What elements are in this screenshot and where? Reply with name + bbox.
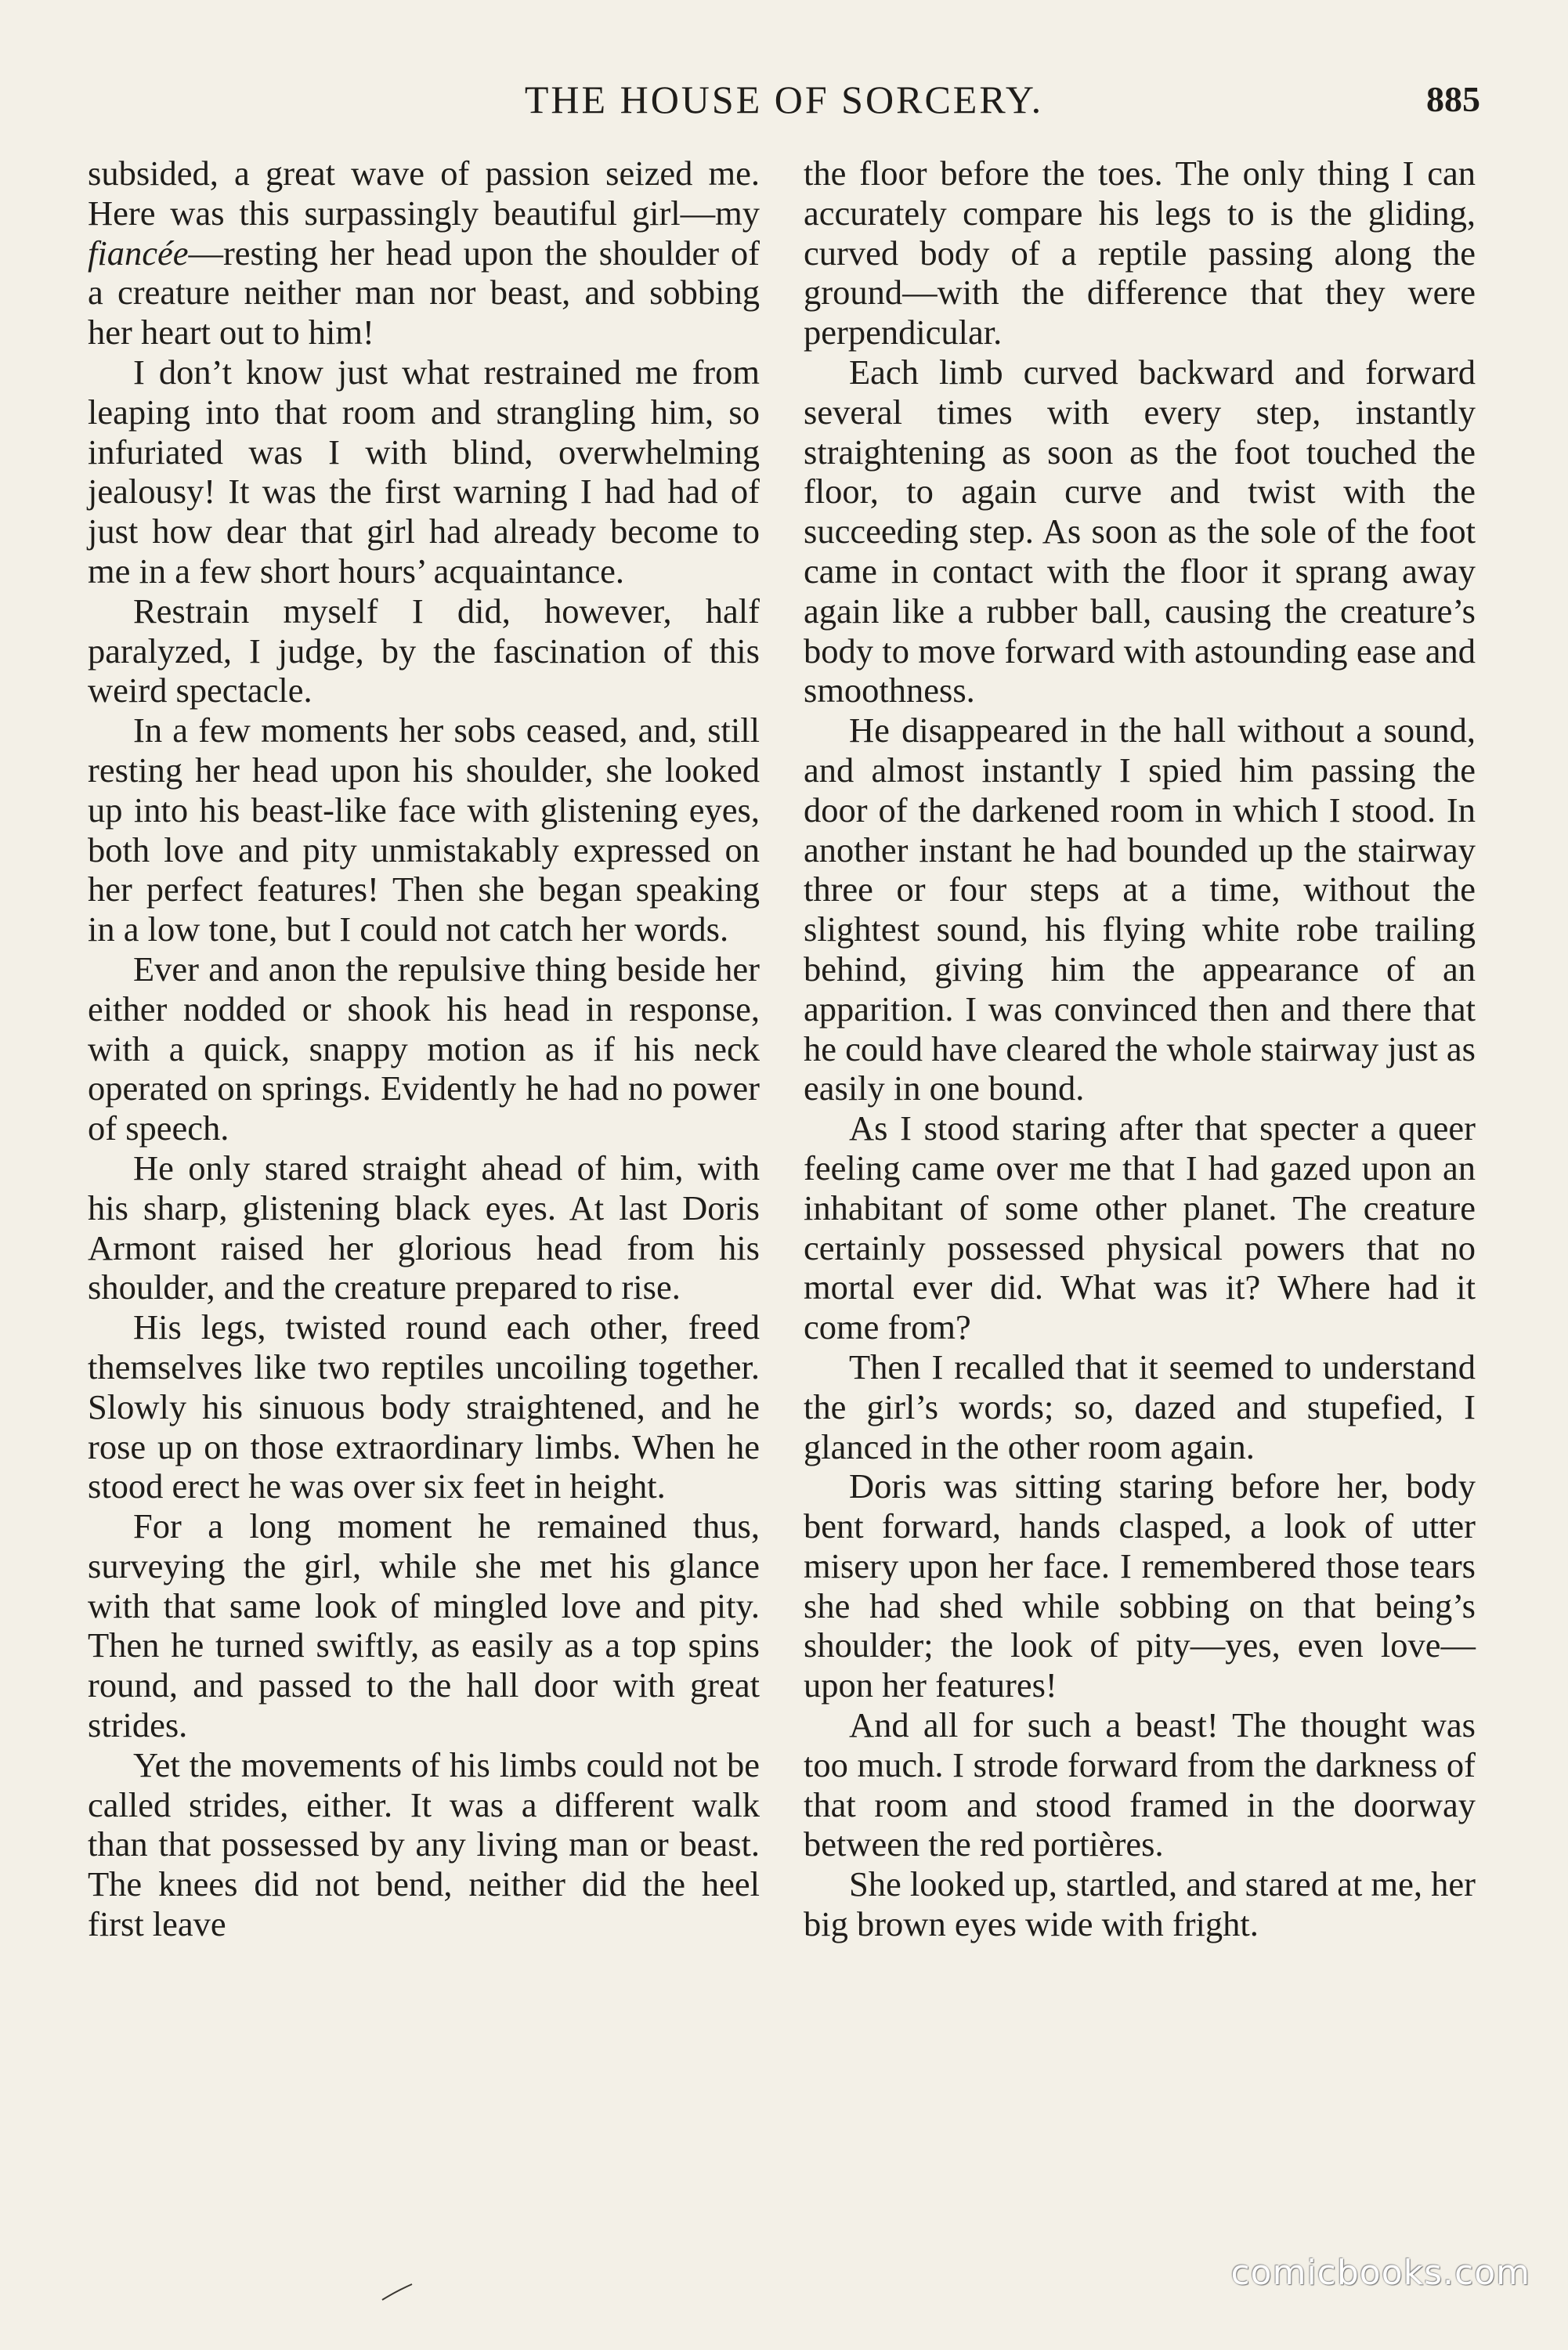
paragraph: Yet the movements of his limbs could not be called strides, either. It was a different walk than that possessed by any living man or beast. The knees did not bend, neither did the heel first leave xyxy=(88,1744,760,1944)
page-number: 885 xyxy=(1426,79,1480,119)
paragraph: He only stared straight ahead of him, with his sharp, glistening black eyes. At last Doris Armont raised her glorious head from his shoulder, and the creature prepared to rise. xyxy=(88,1148,760,1307)
paragraph-text: —resting her head upon the shoulder of a creature neither man nor beast, and sobbing her heart out to him! xyxy=(88,233,760,352)
paragraph: As I stood staring after that specter a queer feeling came over me that I had gazed upon an inhabitant of some other planet. The creature certainly possessed physical powers that no mortal ever did. What was it? Where had it come from? xyxy=(804,1108,1476,1347)
paragraph: In a few moments her sobs ceased, and, still resting her head upon his shoulder, she looked up into his beast-like face with glistening eyes, both love and pity unmistakably expressed on her perfect features! Then she began speaking in a low tone, but I could not catch her words. xyxy=(88,710,760,949)
paragraph-text: subsided, a great wave of passion seized me. Here was this surpassingly beautiful girl—my xyxy=(88,154,760,233)
running-title: THE HOUSE OF SORCERY. xyxy=(524,78,1044,121)
left-column xyxy=(88,154,760,1944)
page-header xyxy=(0,72,1568,127)
paragraph: the floor before the toes. The only thing I can accurately compare his legs to is the gliding, curved body of a reptile passing along the ground—with the difference that they were perpendicular. xyxy=(804,154,1476,352)
paragraph: Then I recalled that it seemed to understand the girl’s words; so, dazed and stupefied, I glanced in the other room again. xyxy=(804,1347,1476,1466)
right-column xyxy=(804,154,1476,1944)
paragraph: Doris was sitting staring before her, body bent forward, hands clasped, a look of utter misery upon her face. I remembered those tears she had shed while sobbing on that being’s shoulder; the look of pity—yes, even love—upon her features! xyxy=(804,1466,1476,1705)
paragraph: Restrain myself I did, however, half paralyzed, I judge, by the fascination of this weird spectacle. xyxy=(88,591,760,710)
watermark: comicbooks.com xyxy=(1230,2253,1530,2293)
paragraph: And all for such a beast! The thought was too much. I strode forward from the darkness of that room and stood framed in the doorway between the red portières. xyxy=(804,1705,1476,1864)
stray-pen-mark xyxy=(381,2281,414,2303)
paragraph: She looked up, startled, and stared at me, her big brown eyes wide with fright. xyxy=(804,1864,1476,1944)
paragraph: His legs, twisted round each other, freed themselves like two reptiles uncoiling together. Slowly his sinuous body straightened, and he rose up on those extraordinary limbs. When he stood erect he was over six feet in height. xyxy=(88,1307,760,1506)
paragraph: Ever and anon the repulsive thing beside her either nodded or shook his head in response, with a quick, snappy motion as if his neck operated on springs. Evidently he had no power of speech. xyxy=(88,949,760,1148)
paragraph xyxy=(88,154,760,352)
paragraph: Each limb curved backward and forward several times with every step, instantly straightening as soon as the foot touched the floor, to again curve and twist with the succeeding step. As soon as the sole of the foot came in contact with the floor it sprang away again like a rubber ball, causing the creature’s body to move forward with astounding ease and smoothness. xyxy=(804,352,1476,710)
paragraph: He disappeared in the hall without a sound, and almost instantly I spied him passing the door of the darkened room in which I stood. In another instant he had bounded up the stairway three or four steps at a time, without the slightest sound, his flying white robe trailing behind, giving him the appearance of an apparition. I was convinced then and there that he could have cleared the whole stairway just as easily in one bound. xyxy=(804,710,1476,1108)
italic-word: fiancée xyxy=(88,233,189,273)
paragraph: I don’t know just what restrained me from leaping into that room and strangling him, so infuriated was I with blind, overwhelming jealousy! It was the first warning I had had of just how dear that girl had already become to me in a few short hours’ acquaintance. xyxy=(88,352,760,591)
paragraph: For a long moment he remained thus, surveying the girl, while she met his glance with that same look of mingled love and pity. Then he turned swiftly, as easily as a top spins round, and passed to the hall door with great strides. xyxy=(88,1506,760,1745)
